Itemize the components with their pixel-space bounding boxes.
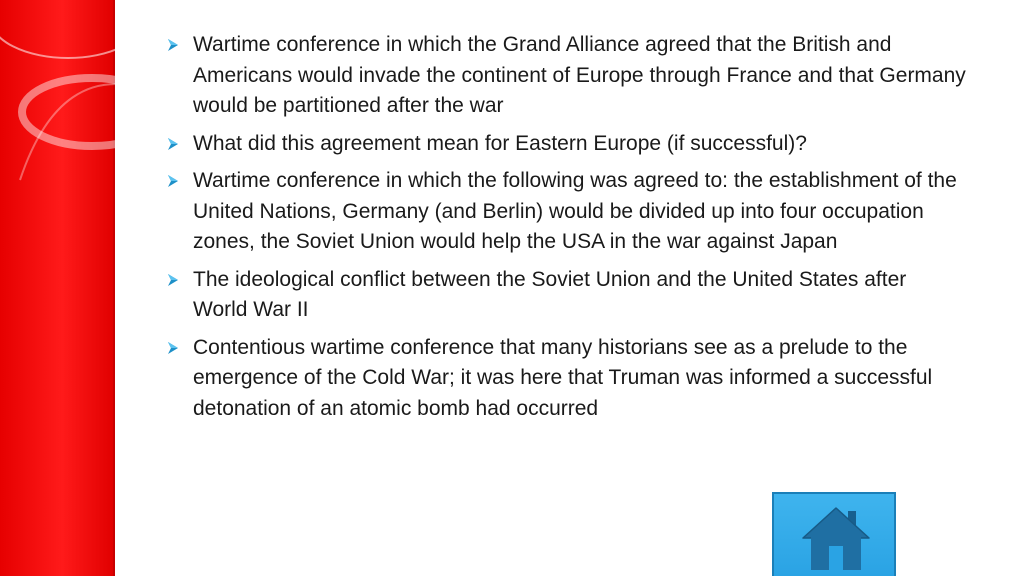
bullet-arrow-icon [166, 273, 180, 287]
bullet-item [166, 265, 966, 326]
bullet-item [166, 333, 966, 425]
bullet-item [166, 129, 966, 160]
home-button[interactable] [772, 492, 896, 576]
bullet-arrow-icon [166, 174, 180, 188]
bullet-list [166, 30, 966, 431]
home-icon [801, 504, 871, 570]
bullet-arrow-icon [166, 341, 180, 355]
bullet-item [166, 30, 966, 122]
bullet-item [166, 166, 966, 258]
bullet-text: The ideological conflict between the Soviet Union and the United States after World War II [193, 267, 907, 321]
bullet-arrow-icon [166, 137, 180, 151]
bullet-text: Contentious wartime conference that many historians see as a prelude to the emergence of the Cold War; it was here that Truman was informed a successful detonation of an atomic bomb had occurred [193, 335, 933, 420]
bullet-arrow-icon [166, 38, 180, 52]
bullet-text: Wartime conference in which the Grand Alliance agreed that the British and Americans would invade the continent of Europe through France and that Germany would be partitioned after the war [193, 33, 966, 117]
bullet-text: Wartime conference in which the following was agreed to: the establishment of the United Nations, Germany (and Berlin) would be divided up into four occupation zones, the Soviet Union would help the USA in the war against Japan [193, 169, 957, 253]
decorative-arcs [0, 0, 160, 260]
bullet-text: What did this agreement mean for Eastern Europe (if successful)? [193, 131, 807, 155]
